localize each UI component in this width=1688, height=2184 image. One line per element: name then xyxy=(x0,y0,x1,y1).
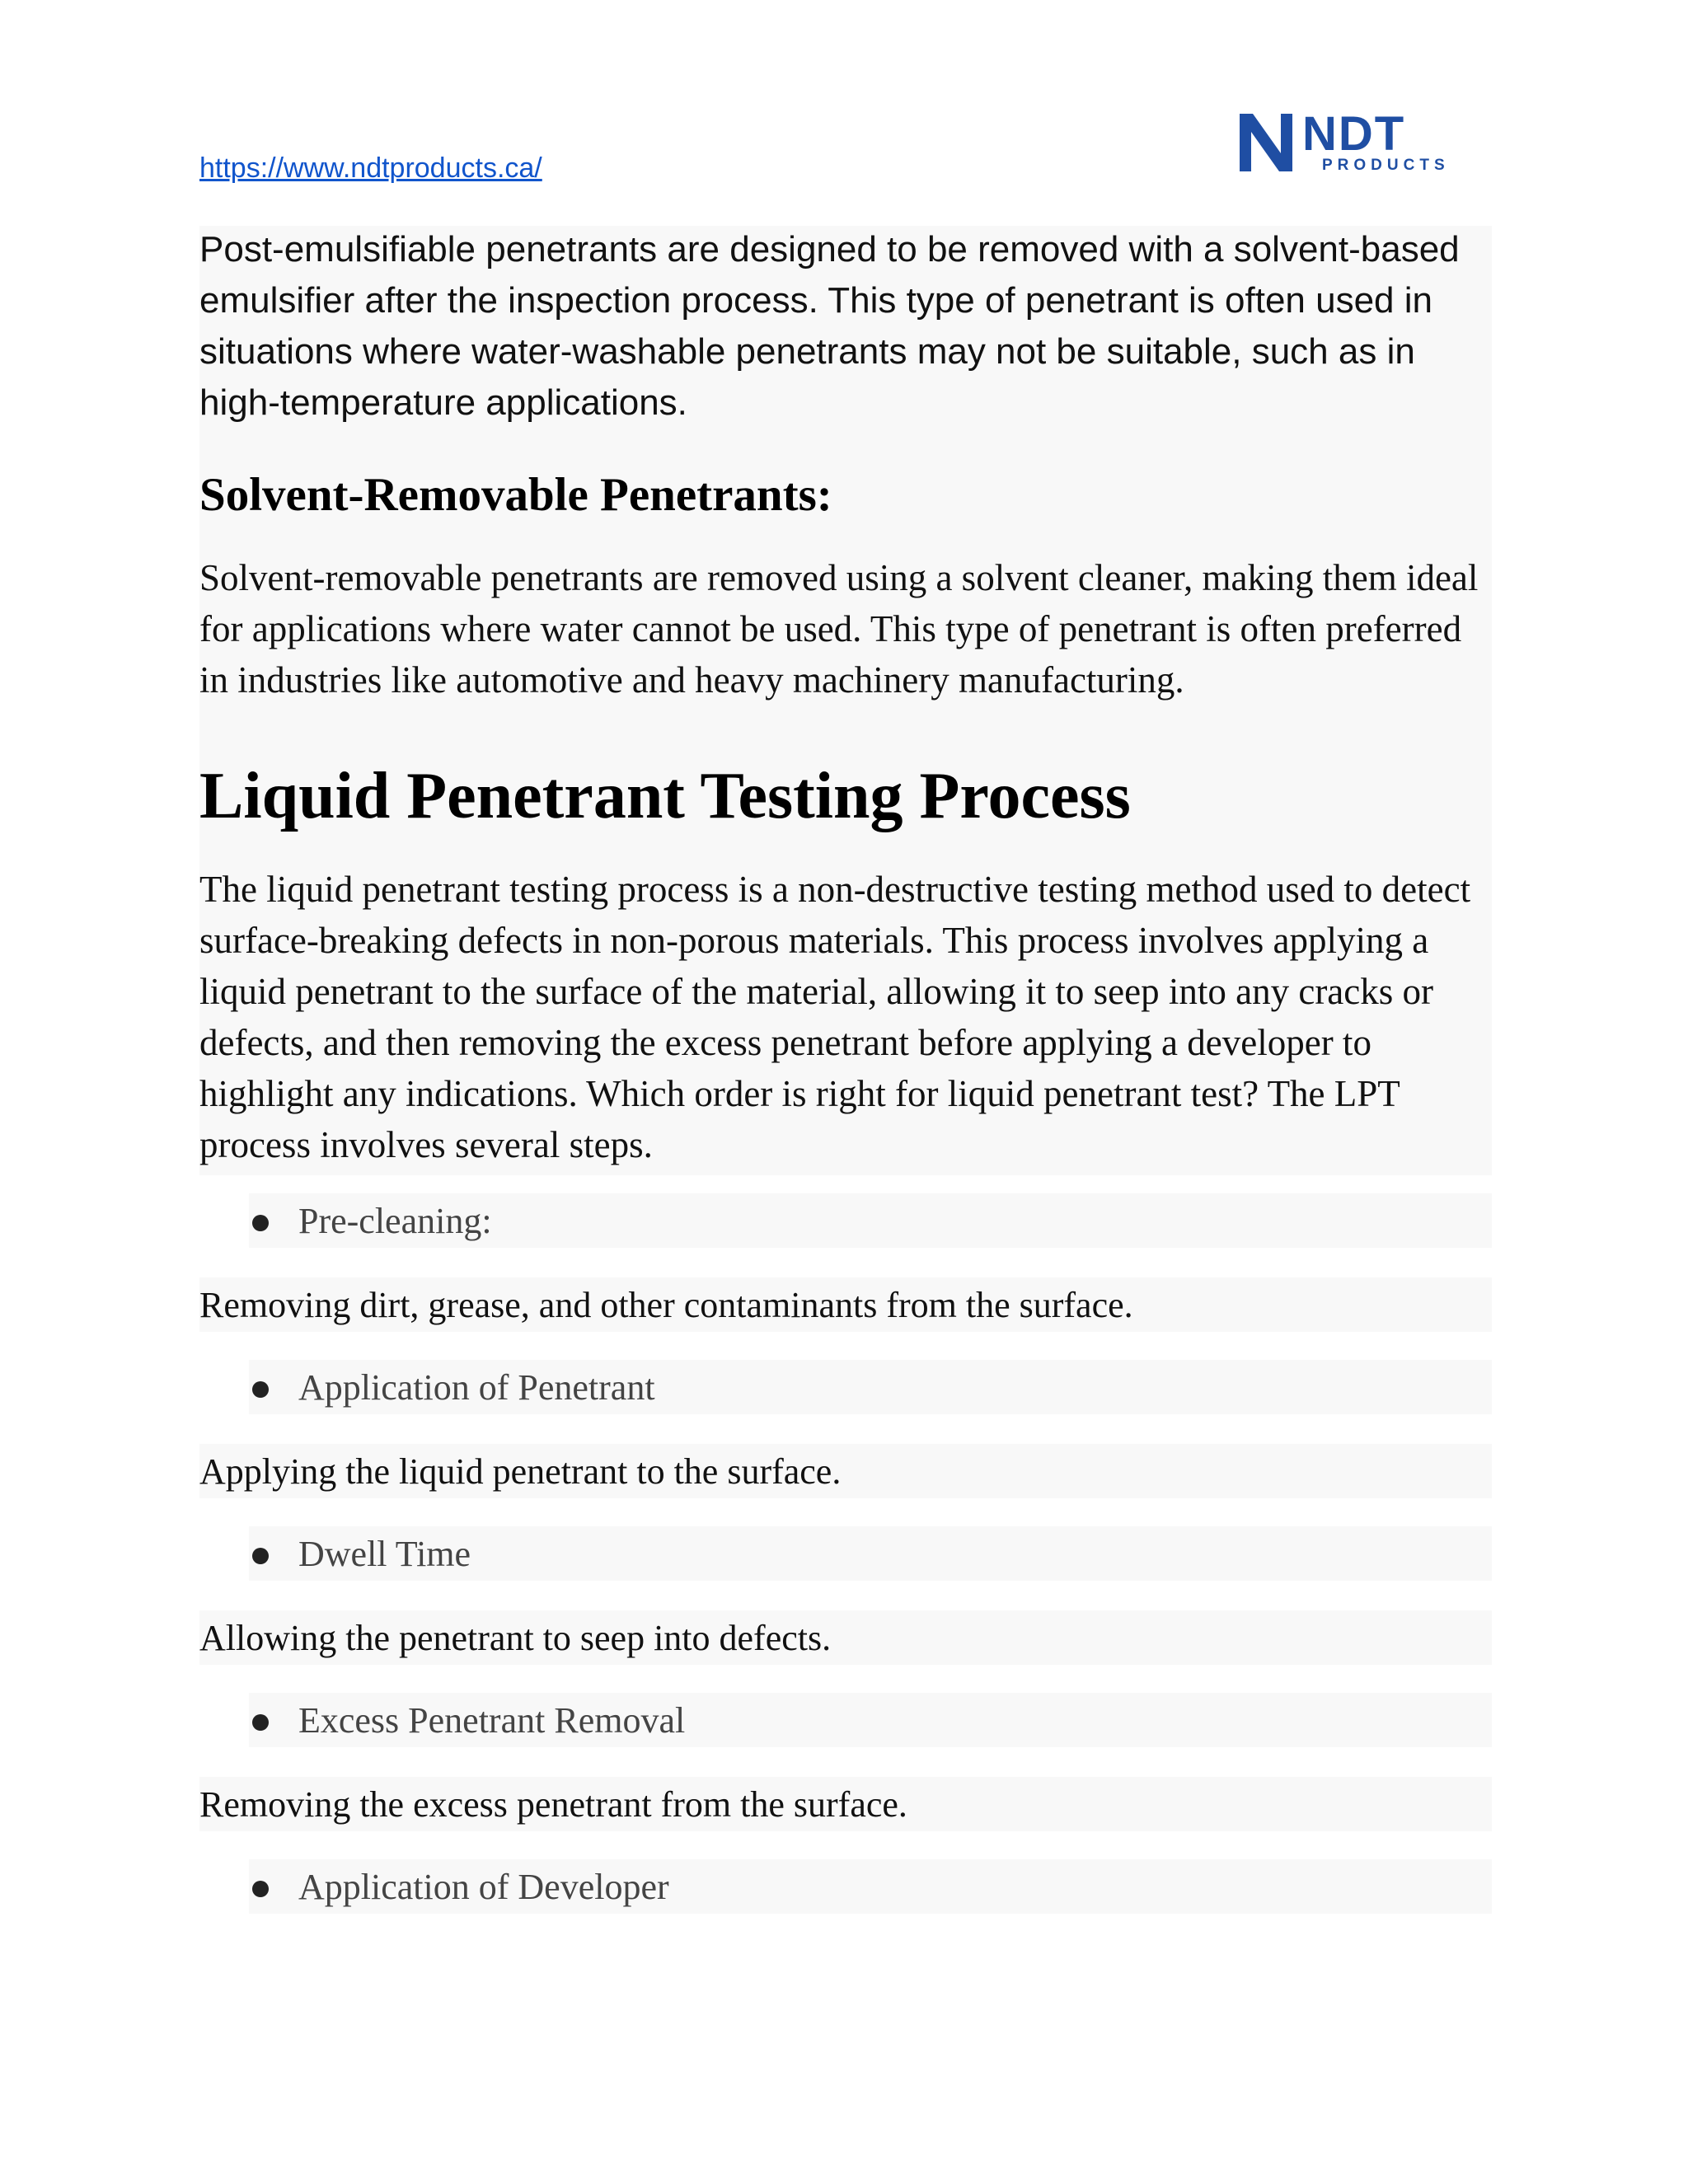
ndt-products-logo xyxy=(1238,112,1482,173)
step-description: Allowing the penetrant to seep into defects. xyxy=(199,1618,832,1658)
step-label: Dwell Time xyxy=(298,1534,471,1574)
site-url-link[interactable]: https://www.ndtproducts.ca/ xyxy=(199,152,542,184)
step-label: Application of Penetrant xyxy=(298,1367,655,1408)
bullet-icon xyxy=(252,1714,269,1731)
bullet-icon xyxy=(252,1881,269,1897)
bullet-icon xyxy=(252,1215,269,1231)
logo-subtext: PRODUCTS xyxy=(1322,157,1450,173)
list-item xyxy=(249,1360,1492,1414)
solvent-removable-heading: Solvent-Removable Penetrants: xyxy=(199,469,832,521)
process-heading: Liquid Penetrant Testing Process xyxy=(199,760,1131,832)
solvent-paragraph: Solvent-removable penetrants are removed using a solvent cleaner, making them ideal for applications where water cannot be used. This type of penetrant is often preferred in industries like automotive and heavy machinery manufacturing. xyxy=(199,557,1479,701)
list-item xyxy=(249,1859,1492,1914)
step-label: Excess Penetrant Removal xyxy=(298,1700,686,1741)
list-item xyxy=(249,1526,1492,1581)
step-description: Removing the excess penetrant from the surface. xyxy=(199,1784,907,1825)
list-item xyxy=(249,1193,1492,1248)
step-label: Application of Developer xyxy=(298,1867,669,1907)
bullet-icon xyxy=(252,1548,269,1564)
step-description: Applying the liquid penetrant to the surface. xyxy=(199,1451,842,1492)
bullet-icon xyxy=(252,1381,269,1398)
intro-paragraph: Post-emulsifiable penetrants are designed to be removed with a solvent-based emulsifier after the inspection process. This type of penetrant is often used in situations where water-washable penetrants may not be suitable, such as in high-temperature applications. xyxy=(199,229,1460,423)
step-description: Removing dirt, grease, and other contaminants from the surface. xyxy=(199,1285,1133,1325)
list-item xyxy=(249,1693,1492,1747)
process-paragraph: The liquid penetrant testing process is a non-destructive testing method used to detect surface-breaking defects in non-porous materials. This process involves applying a liquid penetrant to the surface of the material, allowing it to seep into any cracks or defects, and then removing the excess penetrant before applying a developer to highlight any indications. Which order is right for liquid penetrant test? The LPT process involves several steps. xyxy=(199,869,1471,1165)
logo-wordmark: NDT xyxy=(1302,112,1406,161)
step-label: Pre-cleaning: xyxy=(298,1201,492,1241)
